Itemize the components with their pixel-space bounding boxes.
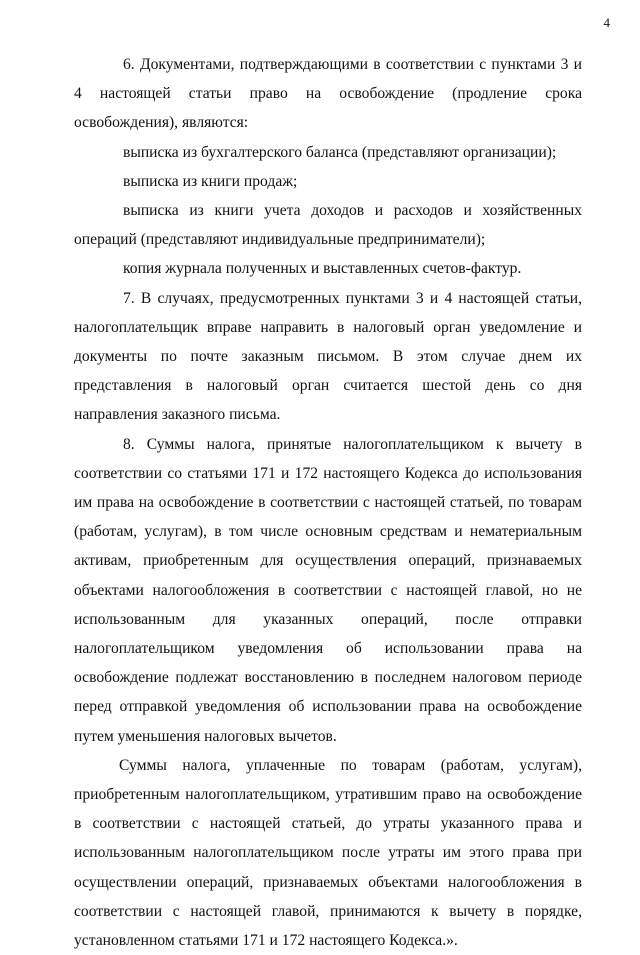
paragraph-6-item-2: выписка из книги продаж; [123,172,298,190]
paragraph-9: Суммы налога, уплаченные по товарам (работам, услугам), приобретенным налогоплательщиком, утратившим право на освобождение в соответствии с настоящей статьей, до утраты указанного права и использованным налогоплательщиком после утраты им этого права при осуществлении операций, признаваемых объектами налогообложения в соответствии с настоящей главой, принимаются к вычету в порядке, установленном статьями 171 и 172 настоящего Кодекса.». [74,756,582,950]
paragraph-7: 7. В случаях, предусмотренных пунктами 3 и 4 настоящей статьи, налогоплательщик вправе направить в налоговый орган уведомление и документы по почте заказным письмом. В этом случае днем их представления в налоговый орган считается шестой день со дня направления заказного письма. [74,289,582,424]
document-body [74,50,582,955]
page-number: 4 [603,15,610,30]
paragraph-6-intro: 6. Документами, подтверждающими в соответствии с пунктами 3 и 4 настоящей статьи право на освобождение (продление срока освобождения), являются: [74,56,582,132]
paragraph-6-item-1: выписка из бухгалтерского баланса (представляют организации); [123,143,557,161]
paragraph-6-item-3: выписка из книги учета доходов и расходов и хозяйственных операций (представляют индивидуальные предприниматели); [74,202,582,249]
paragraph-8: 8. Суммы налога, принятые налогоплательщиком к вычету в соответствии со статьями 171 и 172 настоящего Кодекса до использования им права на освобождение в соответствии с настоящей статьей, по товарам (работам, услугам), в том числе основным средствам и нематериальным активам, приобретенным для осуществления операций, признаваемых объектами налогообложения в соответствии с настоящей главой, но не использованным для указанных операций, после отправки налогоплательщиком уведомления об использовании права на освобождение подлежат восстановлению в последнем налоговом периоде перед отправкой уведомления об использовании права на освобождение путем уменьшения налоговых вычетов. [74,435,582,745]
paragraph-6-item-4: копия журнала полученных и выставленных счетов-фактур. [123,260,522,278]
